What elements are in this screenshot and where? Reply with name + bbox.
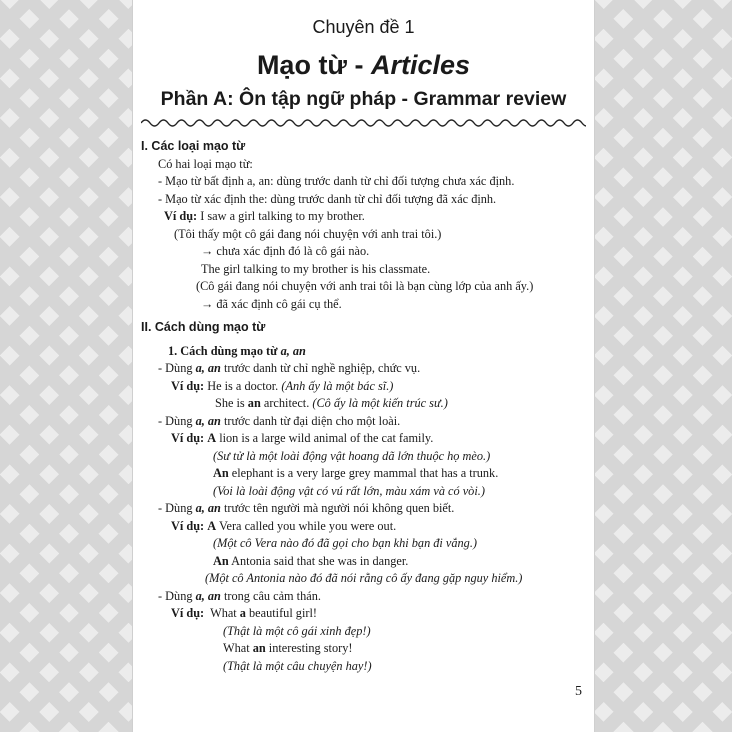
example-line: Ví dụ: What a beautiful girl!	[171, 606, 317, 620]
list-item: - Mạo từ xác định the: dùng trước danh từ chỉ đối tượng đã xác định.	[158, 191, 497, 206]
example-translation: (Thật là một cô gái xinh đẹp!)	[223, 623, 371, 638]
example-line: Ví dụ: A Vera called you while you were out.	[171, 518, 397, 533]
example-translation: (Tôi thấy một cô gái đang nói chuyện với anh trai tôi.)	[174, 226, 442, 241]
example-translation: (Voi là loài động vật có vú rất lớn, màu xám và có vòi.)	[213, 483, 485, 498]
example-line: Ví dụ: A lion is a large wild animal of the cat family.	[171, 431, 434, 445]
rule-line: - Dùng a, an trước danh từ đại diện cho một loài.	[158, 413, 401, 428]
list-item: - Mạo từ bất định a, an: dùng trước danh từ chỉ đối tượng chưa xác định.	[158, 174, 515, 188]
example-note: → chưa xác định đó là cô gái nào.	[201, 244, 370, 258]
rule-line: - Dùng a, an trước tên người mà người nói không quen biết.	[158, 501, 455, 515]
section-heading: I. Các loại mạo từ	[141, 139, 246, 153]
example-line: The girl talking to my brother is his classmate.	[201, 261, 431, 276]
example-line: Ví dụ: I saw a girl talking to my brother.	[164, 209, 365, 223]
chapter-label: Chuyên đề 1	[312, 17, 415, 37]
example-line: What an interesting story!	[223, 641, 353, 655]
paragraph: Có hai loại mạo từ:	[158, 156, 253, 171]
example-line: An Antonia said that she was in danger.	[213, 553, 409, 568]
page-number: 5	[575, 684, 582, 699]
page-subtitle: Phần A: Ôn tập ngữ pháp - Grammar review	[160, 88, 567, 110]
section-heading: II. Cách dùng mạo từ	[141, 320, 266, 334]
example-translation: (Một cô Antonia nào đó đã nói rằng cô ấy đang gặp nguy hiểm.)	[205, 571, 523, 585]
document-page	[133, 0, 594, 732]
subsection-heading: 1. Cách dùng mạo từ a, an	[168, 343, 306, 358]
example-translation: (Thật là một câu chuyện hay!)	[223, 658, 372, 673]
rule-line: - Dùng a, an trước danh từ chỉ nghề nghiệp, chức vụ.	[158, 361, 421, 375]
wavy-divider	[141, 116, 586, 130]
example-translation: (Sư tử là một loài động vật hoang dã lớn thuộc họ mèo.)	[213, 448, 491, 463]
example-line: She is an architect. (Cô ấy là một kiến trúc sư.)	[215, 396, 448, 410]
example-line: An elephant is a very large grey mammal that has a trunk.	[213, 466, 499, 480]
example-translation: (Một cô Vera nào đó đã gọi cho bạn khi bạn đi vắng.)	[213, 536, 477, 550]
article-body	[141, 138, 593, 675]
example-translation: (Cô gái đang nói chuyện với anh trai tôi là bạn cùng lớp của anh ấy.)	[196, 279, 534, 293]
rule-line: - Dùng a, an trong câu cảm thán.	[158, 588, 321, 603]
example-note: → đã xác định cô gái cụ thể.	[201, 296, 342, 311]
example-line: Ví dụ: He is a doctor. (Anh ấy là một bác sĩ.)	[171, 378, 394, 393]
page-title: Mạo từ - Articles	[256, 50, 471, 80]
